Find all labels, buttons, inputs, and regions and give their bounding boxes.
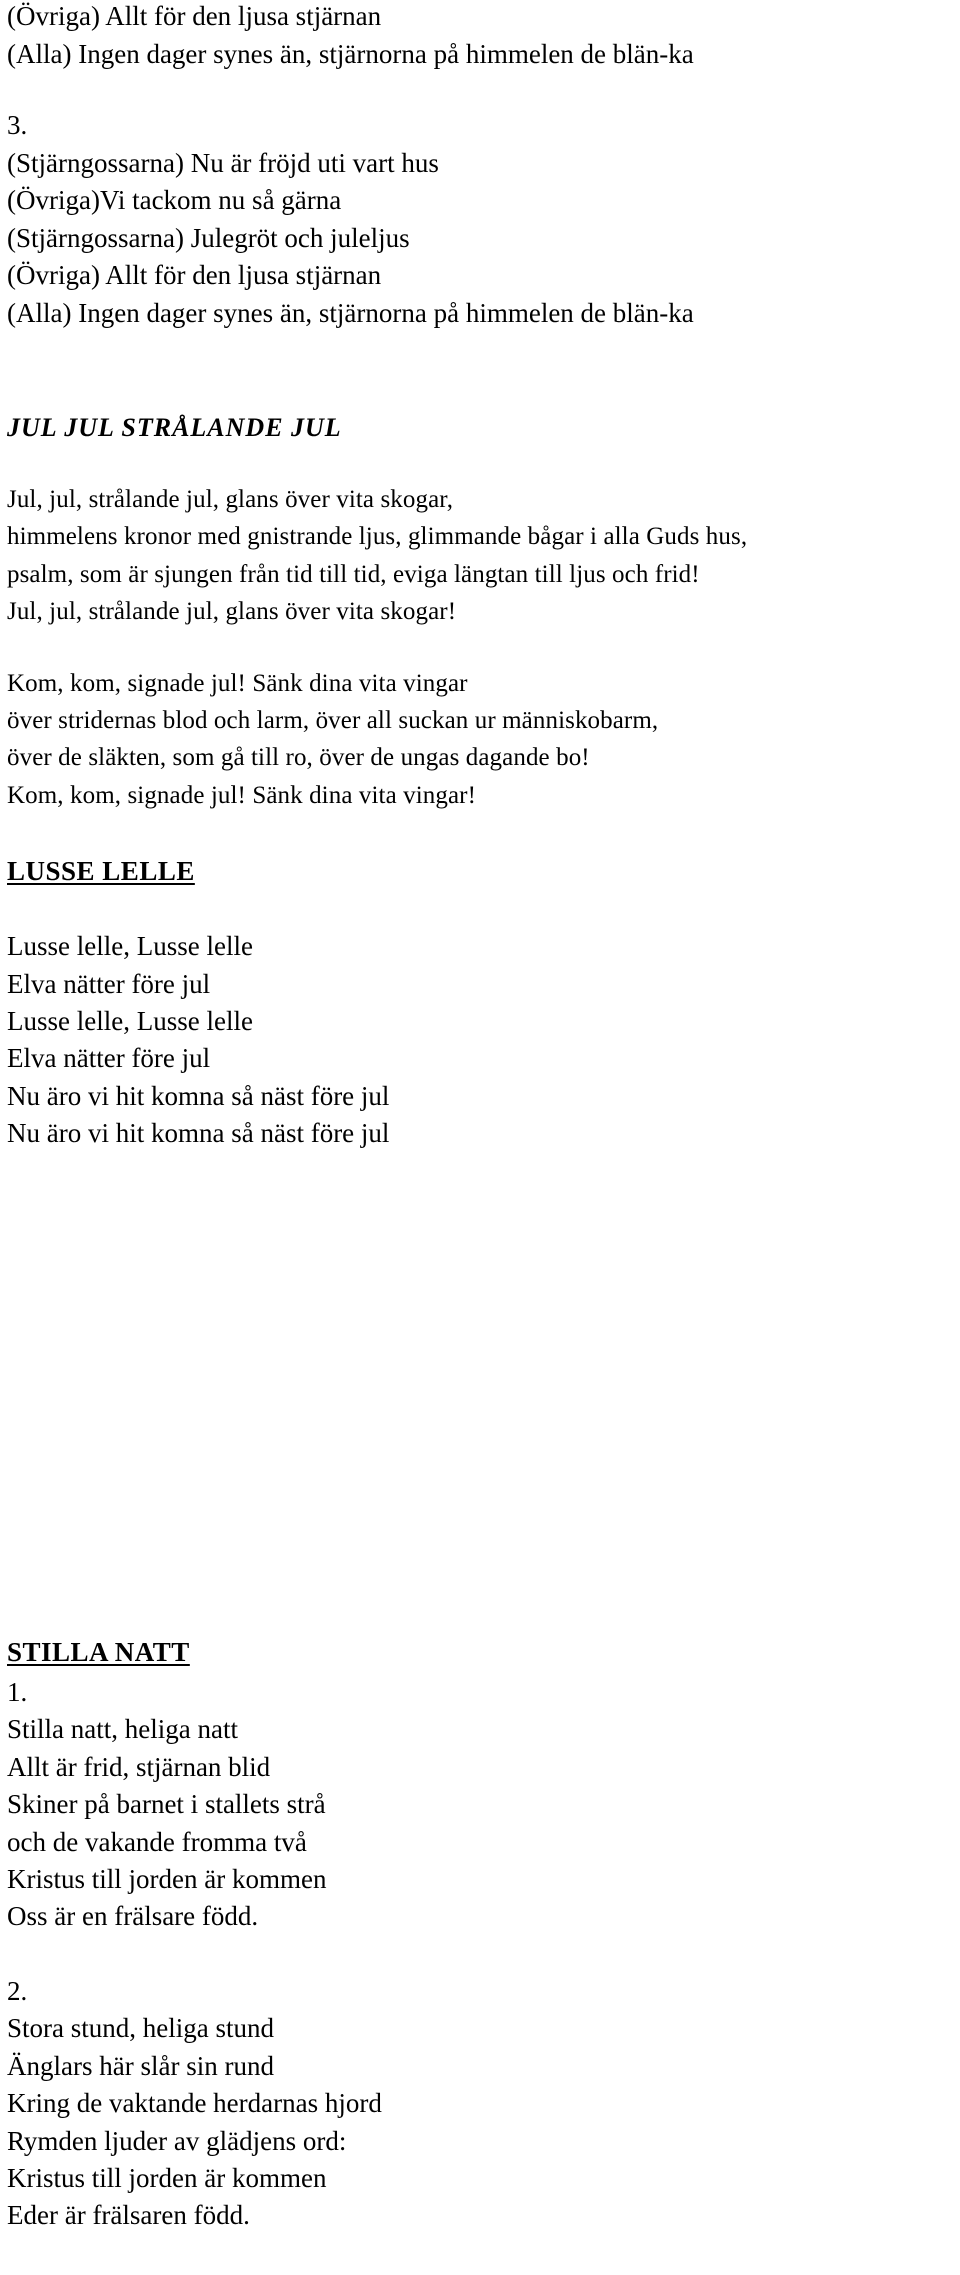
song-line: Kring de vaktande herdarnas hjord xyxy=(7,2088,382,2118)
song-line: Jul, jul, strålande jul, glans över vita skogar! xyxy=(7,598,457,625)
verse-line: (Övriga)Vi tackom nu så gärna xyxy=(7,185,342,215)
song-line: himmelens kronor med gnistrande ljus, glimmande bågar i alla Guds hus, xyxy=(7,523,748,550)
song-line: psalm, som är sjungen från tid till tid, eviga längtan till ljus och frid! xyxy=(7,561,700,588)
song-line: Kom, kom, signade jul! Sänk dina vita vingar! xyxy=(7,782,477,809)
song-line: Stilla natt, heliga natt xyxy=(7,1714,238,1744)
verse-line: (Alla) Ingen dager synes än, stjärnorna på himmelen de blän-ka xyxy=(7,298,694,328)
song-line: över stridernas blod och larm, över all suckan ur människobarm, xyxy=(7,707,659,734)
verse-number: 1. xyxy=(7,1677,28,1707)
song-line: Stora stund, heliga stund xyxy=(7,2013,274,2043)
verse-number: 2. xyxy=(7,1976,28,2006)
song-line: och de vakande fromma två xyxy=(7,1827,307,1857)
song-line: Jul, jul, strålande jul, glans över vita skogar, xyxy=(7,486,454,513)
verse-line: (Stjärngossarna) Nu är fröjd uti vart hus xyxy=(7,148,439,178)
song-line: Elva nätter före jul xyxy=(7,969,211,999)
song-line: Änglars här slår sin rund xyxy=(7,2051,274,2081)
song-line: Kom, kom, signade jul! Sänk dina vita vingar xyxy=(7,670,468,697)
song-title-lusse: LUSSE LELLE xyxy=(7,856,195,886)
song-line: Rymden ljuder av glädjens ord: xyxy=(7,2126,347,2156)
song-line: Lusse lelle, Lusse lelle xyxy=(7,931,253,961)
song-line: över de släkten, som gå till ro, över de ungas dagande bo! xyxy=(7,744,590,771)
song-title-stilla: STILLA NATT xyxy=(7,1637,190,1667)
song-line: Eder är frälsaren född. xyxy=(7,2200,250,2230)
intro-line: (Övriga) Allt för den ljusa stjärnan xyxy=(7,1,382,31)
verse-line: (Stjärngossarna) Julegröt och juleljus xyxy=(7,223,410,253)
song-line: Lusse lelle, Lusse lelle xyxy=(7,1006,253,1036)
song-line: Nu äro vi hit komna så näst före jul xyxy=(7,1118,390,1148)
song-line: Nu äro vi hit komna så näst före jul xyxy=(7,1081,390,1111)
song-line: Skiner på barnet i stallets strå xyxy=(7,1789,326,1819)
song-title-jul: JUL JUL STRÅLANDE JUL xyxy=(7,413,342,442)
song-line: Allt är frid, stjärnan blid xyxy=(7,1752,271,1782)
verse-number: 3. xyxy=(7,110,28,140)
verse-line: (Övriga) Allt för den ljusa stjärnan xyxy=(7,260,382,290)
intro-line: (Alla) Ingen dager synes än, stjärnorna på himmelen de blän-ka xyxy=(7,39,694,69)
song-line: Oss är en frälsare född. xyxy=(7,1901,259,1931)
song-line: Kristus till jorden är kommen xyxy=(7,1864,327,1894)
song-line: Elva nätter före jul xyxy=(7,1043,211,1073)
song-line: Kristus till jorden är kommen xyxy=(7,2163,327,2193)
